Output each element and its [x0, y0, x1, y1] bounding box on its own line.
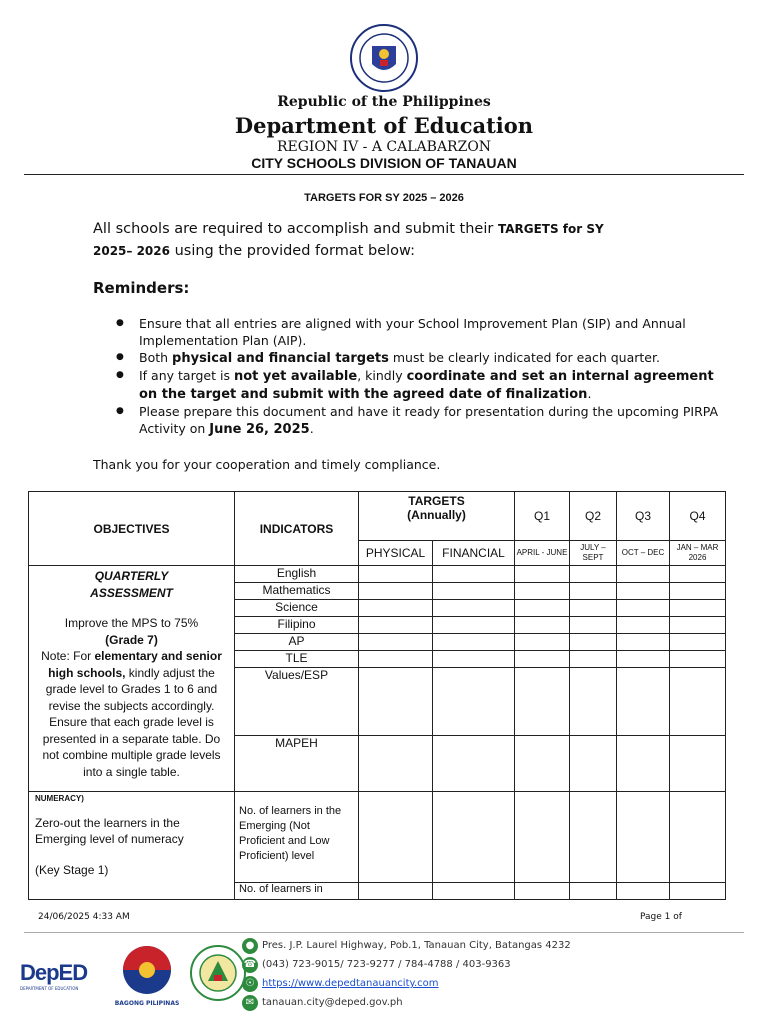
deped-logo-text: DepED	[20, 960, 88, 985]
region-text: REGION IV - A CALABARZON	[276, 139, 492, 155]
table-cell[interactable]	[617, 583, 670, 600]
note-bold: elementary and senior high schools,	[48, 649, 222, 680]
table-cell[interactable]	[515, 600, 570, 617]
division-text: CITY SCHOOLS DIVISION OF TANAUAN	[251, 155, 517, 171]
table-cell[interactable]	[359, 600, 433, 617]
header-indicators: INDICATORS	[235, 492, 359, 566]
table-cell[interactable]	[515, 668, 570, 736]
table-cell[interactable]	[433, 566, 515, 583]
table-cell[interactable]	[617, 634, 670, 651]
indicator-cell: Filipino	[235, 617, 359, 634]
table-cell[interactable]	[359, 566, 433, 583]
timestamp: 24/06/2025 4:33 AM	[38, 912, 130, 922]
table-cell[interactable]	[670, 566, 726, 583]
intro-paragraph	[93, 218, 633, 262]
q2-months: JULY – SEPT	[570, 541, 617, 566]
table-cell[interactable]	[433, 617, 515, 634]
phone-icon: ☎	[242, 957, 258, 973]
reminder-item	[139, 403, 719, 438]
q4-months: JAN – MAR 2026	[670, 541, 726, 566]
deped-logo-subtext: DEPARTMENT OF EDUCATION	[20, 986, 79, 991]
indicator-cell: Mathematics	[235, 583, 359, 600]
bagong-pilipinas-icon	[119, 944, 175, 996]
table-cell[interactable]	[515, 883, 570, 900]
table-cell[interactable]	[670, 634, 726, 651]
objective-text: Improve the MPS to 75%	[64, 616, 199, 630]
table-cell[interactable]	[570, 617, 617, 634]
thanks-text: Thank you for your cooperation and timely compliance.	[93, 457, 441, 472]
contact-address	[245, 940, 571, 951]
reminder-text: Please prepare this document and have it ready for presentation during the upcoming PIRPA Activity on	[139, 404, 719, 436]
table-cell[interactable]	[617, 736, 670, 792]
indicator-cell: TLE	[235, 651, 359, 668]
reminder-text: , kindly	[357, 368, 407, 383]
note-text: Note: For	[41, 649, 95, 663]
table-cell[interactable]	[433, 668, 515, 736]
reminder-bold: June 26, 2025	[209, 422, 310, 437]
table-cell[interactable]	[617, 792, 670, 883]
reminders-heading: Reminders:	[93, 279, 190, 297]
objective-numeracy	[29, 792, 235, 900]
table-cell[interactable]	[570, 651, 617, 668]
table-cell[interactable]	[359, 668, 433, 736]
table-cell[interactable]	[670, 736, 726, 792]
table-cell[interactable]	[617, 651, 670, 668]
contact-email	[245, 997, 403, 1008]
indicator-cell: Science	[235, 600, 359, 617]
header-q3: Q3	[617, 492, 670, 541]
intro-text-1: All schools are required to accomplish and submit their	[93, 221, 498, 237]
email-text: tanauan.city@deped.gov.ph	[262, 997, 403, 1008]
table-cell[interactable]	[617, 600, 670, 617]
objective-note	[33, 648, 230, 780]
footer-divider	[24, 932, 744, 933]
contact-phone	[243, 959, 511, 970]
table-cell[interactable]	[359, 792, 433, 883]
table-cell[interactable]	[670, 583, 726, 600]
table-cell[interactable]	[359, 883, 433, 900]
header-q1: Q1	[515, 492, 570, 541]
deped-seal-icon	[350, 24, 418, 92]
department-title: Department of Education	[234, 113, 534, 138]
table-cell[interactable]	[515, 617, 570, 634]
table-cell[interactable]	[515, 792, 570, 883]
table-cell[interactable]	[570, 883, 617, 900]
table-cell[interactable]	[670, 651, 726, 668]
header-divider	[24, 174, 744, 175]
table-cell[interactable]	[617, 566, 670, 583]
table-cell[interactable]	[359, 583, 433, 600]
contact-website	[245, 978, 439, 989]
reminder-item	[139, 349, 719, 367]
reminders-list	[93, 315, 719, 438]
table-cell[interactable]	[670, 600, 726, 617]
intro-bold: TARGETS for SY 2025– 2026	[93, 222, 604, 258]
indicator-cell: MAPEH	[235, 736, 359, 792]
reminder-text: If any target is	[139, 368, 234, 383]
bagong-pilipinas-text: BAGONG PILIPINAS	[114, 1000, 180, 1007]
header-targets	[359, 492, 515, 541]
table-cell[interactable]	[359, 651, 433, 668]
indicator-cell: Values/ESP	[235, 668, 359, 736]
objective-quarterly-assessment	[29, 566, 235, 792]
table-cell[interactable]	[515, 566, 570, 583]
reminder-text: .	[587, 386, 592, 401]
header-physical: PHYSICAL	[359, 541, 433, 566]
q3-months: OCT – DEC	[617, 541, 670, 566]
note-text: kindly adjust the grade level to Grades 1 to 6 and revise the subjects accordingly. Ensure that each grade level is presented in a separate table. Do not combine multiple grade levels into a single table.	[42, 665, 221, 779]
table-cell[interactable]	[670, 617, 726, 634]
table-cell[interactable]	[515, 651, 570, 668]
table-cell[interactable]	[617, 617, 670, 634]
table-cell[interactable]	[515, 634, 570, 651]
table-cell[interactable]	[570, 583, 617, 600]
reminder-bold: not yet available	[233, 369, 358, 384]
table-cell[interactable]	[433, 792, 515, 883]
intro-text-2: using the provided format below:	[169, 243, 416, 259]
table-cell[interactable]	[570, 736, 617, 792]
table-cell[interactable]	[433, 600, 515, 617]
location-icon: ●	[242, 938, 258, 954]
table-cell[interactable]	[570, 600, 617, 617]
republic-text: Republic of the Philippines	[277, 94, 491, 110]
bagong-pilipinas-logo	[114, 944, 180, 1007]
phone-text: (043) 723-9015/ 723-9277 / 784-4788 / 403-9363	[262, 959, 511, 970]
reminder-text: Ensure that all entries are aligned with your School Improvement Plan (SIP) and Annual Implementation Plan (AIP).	[139, 316, 686, 348]
reminder-bold: coordinate and set an internal agreement on the target and submit with the agreed date of finalization	[139, 369, 714, 402]
table-cell[interactable]	[433, 736, 515, 792]
targets-table	[28, 491, 726, 900]
table-cell[interactable]	[670, 792, 726, 883]
header-objectives: OBJECTIVES	[29, 492, 235, 566]
website-link[interactable]: https://www.depedtanauancity.com	[262, 978, 439, 989]
table-cell[interactable]	[515, 736, 570, 792]
table-cell[interactable]	[670, 668, 726, 736]
header-q2: Q2	[570, 492, 617, 541]
objective-title: ASSESSMENT	[90, 585, 173, 600]
indicator-cell: No. of learners in	[235, 883, 359, 900]
reminder-item	[139, 315, 719, 349]
objective-title: QUARTERLY	[94, 569, 169, 583]
table-cell[interactable]	[433, 583, 515, 600]
table-cell[interactable]	[515, 583, 570, 600]
objective-title: NUMERACY)	[35, 794, 84, 803]
q1-months: APRIL - JUNE	[515, 541, 570, 566]
targets-sublabel: (Annually)	[407, 508, 466, 522]
table-cell[interactable]	[570, 792, 617, 883]
table-cell[interactable]	[570, 668, 617, 736]
table-cell[interactable]	[617, 668, 670, 736]
indicator-cell: No. of learners in the Emerging (Not Proficient and Low Proficient) level	[235, 792, 359, 883]
document-title: TARGETS FOR SY 2025 – 2026	[304, 192, 464, 204]
table-cell[interactable]	[359, 617, 433, 634]
reminder-text: Both	[139, 350, 173, 365]
table-cell[interactable]	[570, 566, 617, 583]
table-cell[interactable]	[359, 634, 433, 651]
objective-grade: (Grade 7)	[105, 632, 158, 647]
globe-icon: ☉	[242, 976, 258, 992]
header-financial: FINANCIAL	[433, 541, 515, 566]
header-q4: Q4	[670, 492, 726, 541]
indicator-cell: AP	[235, 634, 359, 651]
table-cell[interactable]	[617, 883, 670, 900]
table-cell[interactable]	[570, 634, 617, 651]
page-number: Page 1 of	[640, 912, 682, 922]
indicator-cell: English	[235, 566, 359, 583]
table-cell[interactable]	[433, 883, 515, 900]
reminder-bold: physical and financial targets	[172, 351, 389, 366]
table-cell[interactable]	[670, 883, 726, 900]
table-cell[interactable]	[359, 736, 433, 792]
reminder-item	[139, 367, 719, 403]
objective-stage: (Key Stage 1)	[35, 863, 109, 877]
table-cell[interactable]	[433, 634, 515, 651]
reminder-text: .	[309, 421, 314, 436]
deped-logo	[20, 960, 87, 991]
address-text: Pres. J.P. Laurel Highway, Pob.1, Tanauan City, Batangas 4232	[262, 940, 571, 951]
email-icon: ✉	[242, 995, 258, 1011]
targets-label: TARGETS	[408, 494, 465, 508]
objective-text: Zero-out the learners in the Emerging level of numeracy	[35, 816, 184, 846]
reminder-text: must be clearly indicated for each quarter.	[388, 350, 660, 365]
division-seal-icon	[190, 945, 246, 1001]
table-cell[interactable]	[433, 651, 515, 668]
